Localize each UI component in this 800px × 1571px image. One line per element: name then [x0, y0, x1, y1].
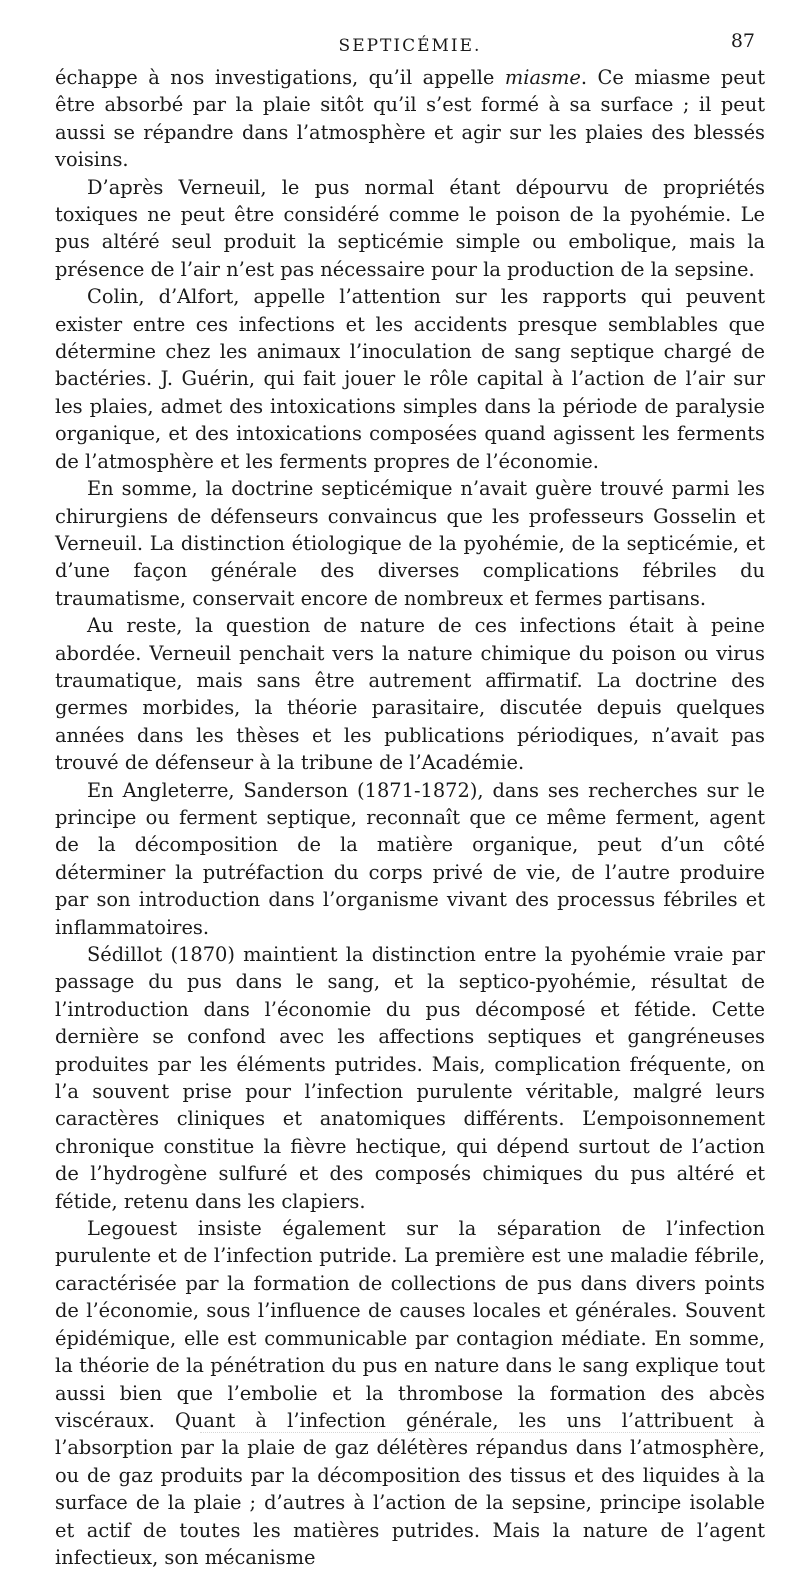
running-head	[55, 30, 765, 64]
paragraph-text: Au reste, la question de nature de ces infections était à peine abordée. Verneuil penchait vers la nature chimique du poison ou virus traumatique, mais sans être autrement affirmatif. La doctrine des germes morbides, la théorie parasitaire, discutée depuis quelques années dans les thèses et les publications périodiques, n’avait pas trouvé de défenseur à la tribune de l’Académie.	[55, 614, 765, 775]
paragraph	[55, 174, 765, 284]
paragraph-text: Sédillot (1870) maintient la distinction entre la pyohémie vraie par passage du pus dans le sang, et la septico-pyohémie, résultat de l’introduction dans l’économie du pus décomposé et fétide. Cette dernière se confond avec les affections septiques et gangréneuses produites par les éléments putrides. Mais, complication fréquente, on l’a souvent prise pour l’infection purulente véritable, malgré leurs caractères cliniques et anatomiques différents. L’empoisonnement chronique constitue la fièvre hectique, qui dépend surtout de l’action de l’hydrogène sulfuré et des composés chimiques du pus altéré et fétide, retenu dans les clapiers.	[55, 943, 765, 1213]
book-page	[55, 30, 765, 1571]
paragraph-text: Legouest insiste également sur la séparation de l’infection purulente et de l’infection putride. La première est une maladie fébrile, caractérisée par la formation de collections de pus dans divers points de l’économie, sous l’influence de causes locales et générales. Souvent épidémique, elle est communicable par contagion médiate. En somme, la théorie de la pénétration du pus en nature dans le sang explique tout aussi bien que l’embolie et la thrombose la formation des abcès viscéraux. Quant à l’infection générale, les uns l’attribuent à l’absorption par la plaie de gaz délétères répandus dans l’atmosphère, ou de gaz produits par la décomposition des tissus et des liquides à la surface de la plaie ; d’autres à l’action de la sepsine, principe isolable et actif de toutes les matières putrides. Mais la nature de l’agent infectieux, son mécanisme	[55, 1217, 765, 1569]
paragraph	[55, 941, 765, 1215]
paragraph-text: . Ce miasme peut être absorbé par la plaie sitôt qu’il s’est formé à sa surface ; il peut aussi se répandre dans l’atmosphère et agir sur les plaies des blessés voisins.	[55, 66, 765, 172]
paragraph-text: D’après Verneuil, le pus normal étant dépourvu de propriétés toxiques ne peut être considéré comme le poison de la pyohémie. Le pus altéré seul produit la septicémie simple ou embolique, mais la présence de l’air n’est pas nécessaire pour la production de la sepsine.	[55, 175, 765, 281]
scan-specks-divider	[200, 1432, 760, 1437]
paragraph-text: En somme, la doctrine septicémique n’avait guère trouvé parmi les chirurgiens de défenseurs convaincus que les professeurs Gosselin et Verneuil. La distinction étiologique de la pyohémie, de la septicémie, et d’une façon générale des diverses complications fébriles du traumatisme, conservait encore de nombreux et fermes partisans.	[55, 477, 765, 610]
page-number: 87	[730, 30, 755, 52]
paragraph	[55, 64, 765, 174]
paragraph	[55, 475, 765, 612]
italic-term: miasme	[504, 66, 581, 89]
running-title: SEPTICÉMIE.	[338, 36, 482, 56]
paragraph	[55, 1215, 765, 1571]
paragraph	[55, 283, 765, 475]
paragraph	[55, 777, 765, 941]
paragraph	[55, 612, 765, 776]
paragraph-text: En Angleterre, Sanderson (1871-1872), dans ses recherches sur le principe ou ferment septique, reconnaît que ce même ferment, agent de la décomposition de la matière organique, peut d’un côté déterminer la putréfaction du corps privé de vie, de l’autre produire par son introduction dans l’organisme vivant des processus fébriles et inflammatoires.	[55, 778, 765, 939]
paragraph-text: échappe à nos investigations, qu’il appelle	[55, 66, 505, 89]
paragraph-text: Colin, d’Alfort, appelle l’attention sur les rapports qui peuvent exister entre ces infections et les accidents presque semblables que détermine chez les animaux l’inoculation de sang septique chargé de bactéries. J. Guérin, qui fait jouer le rôle capital à l’action de l’air sur les plaies, admet des intoxications simples dans la période de paralysie organique, et des intoxications composées quand agissent les ferments de l’atmosphère et les ferments propres de l’économie.	[55, 285, 765, 473]
body-text	[55, 64, 765, 1571]
